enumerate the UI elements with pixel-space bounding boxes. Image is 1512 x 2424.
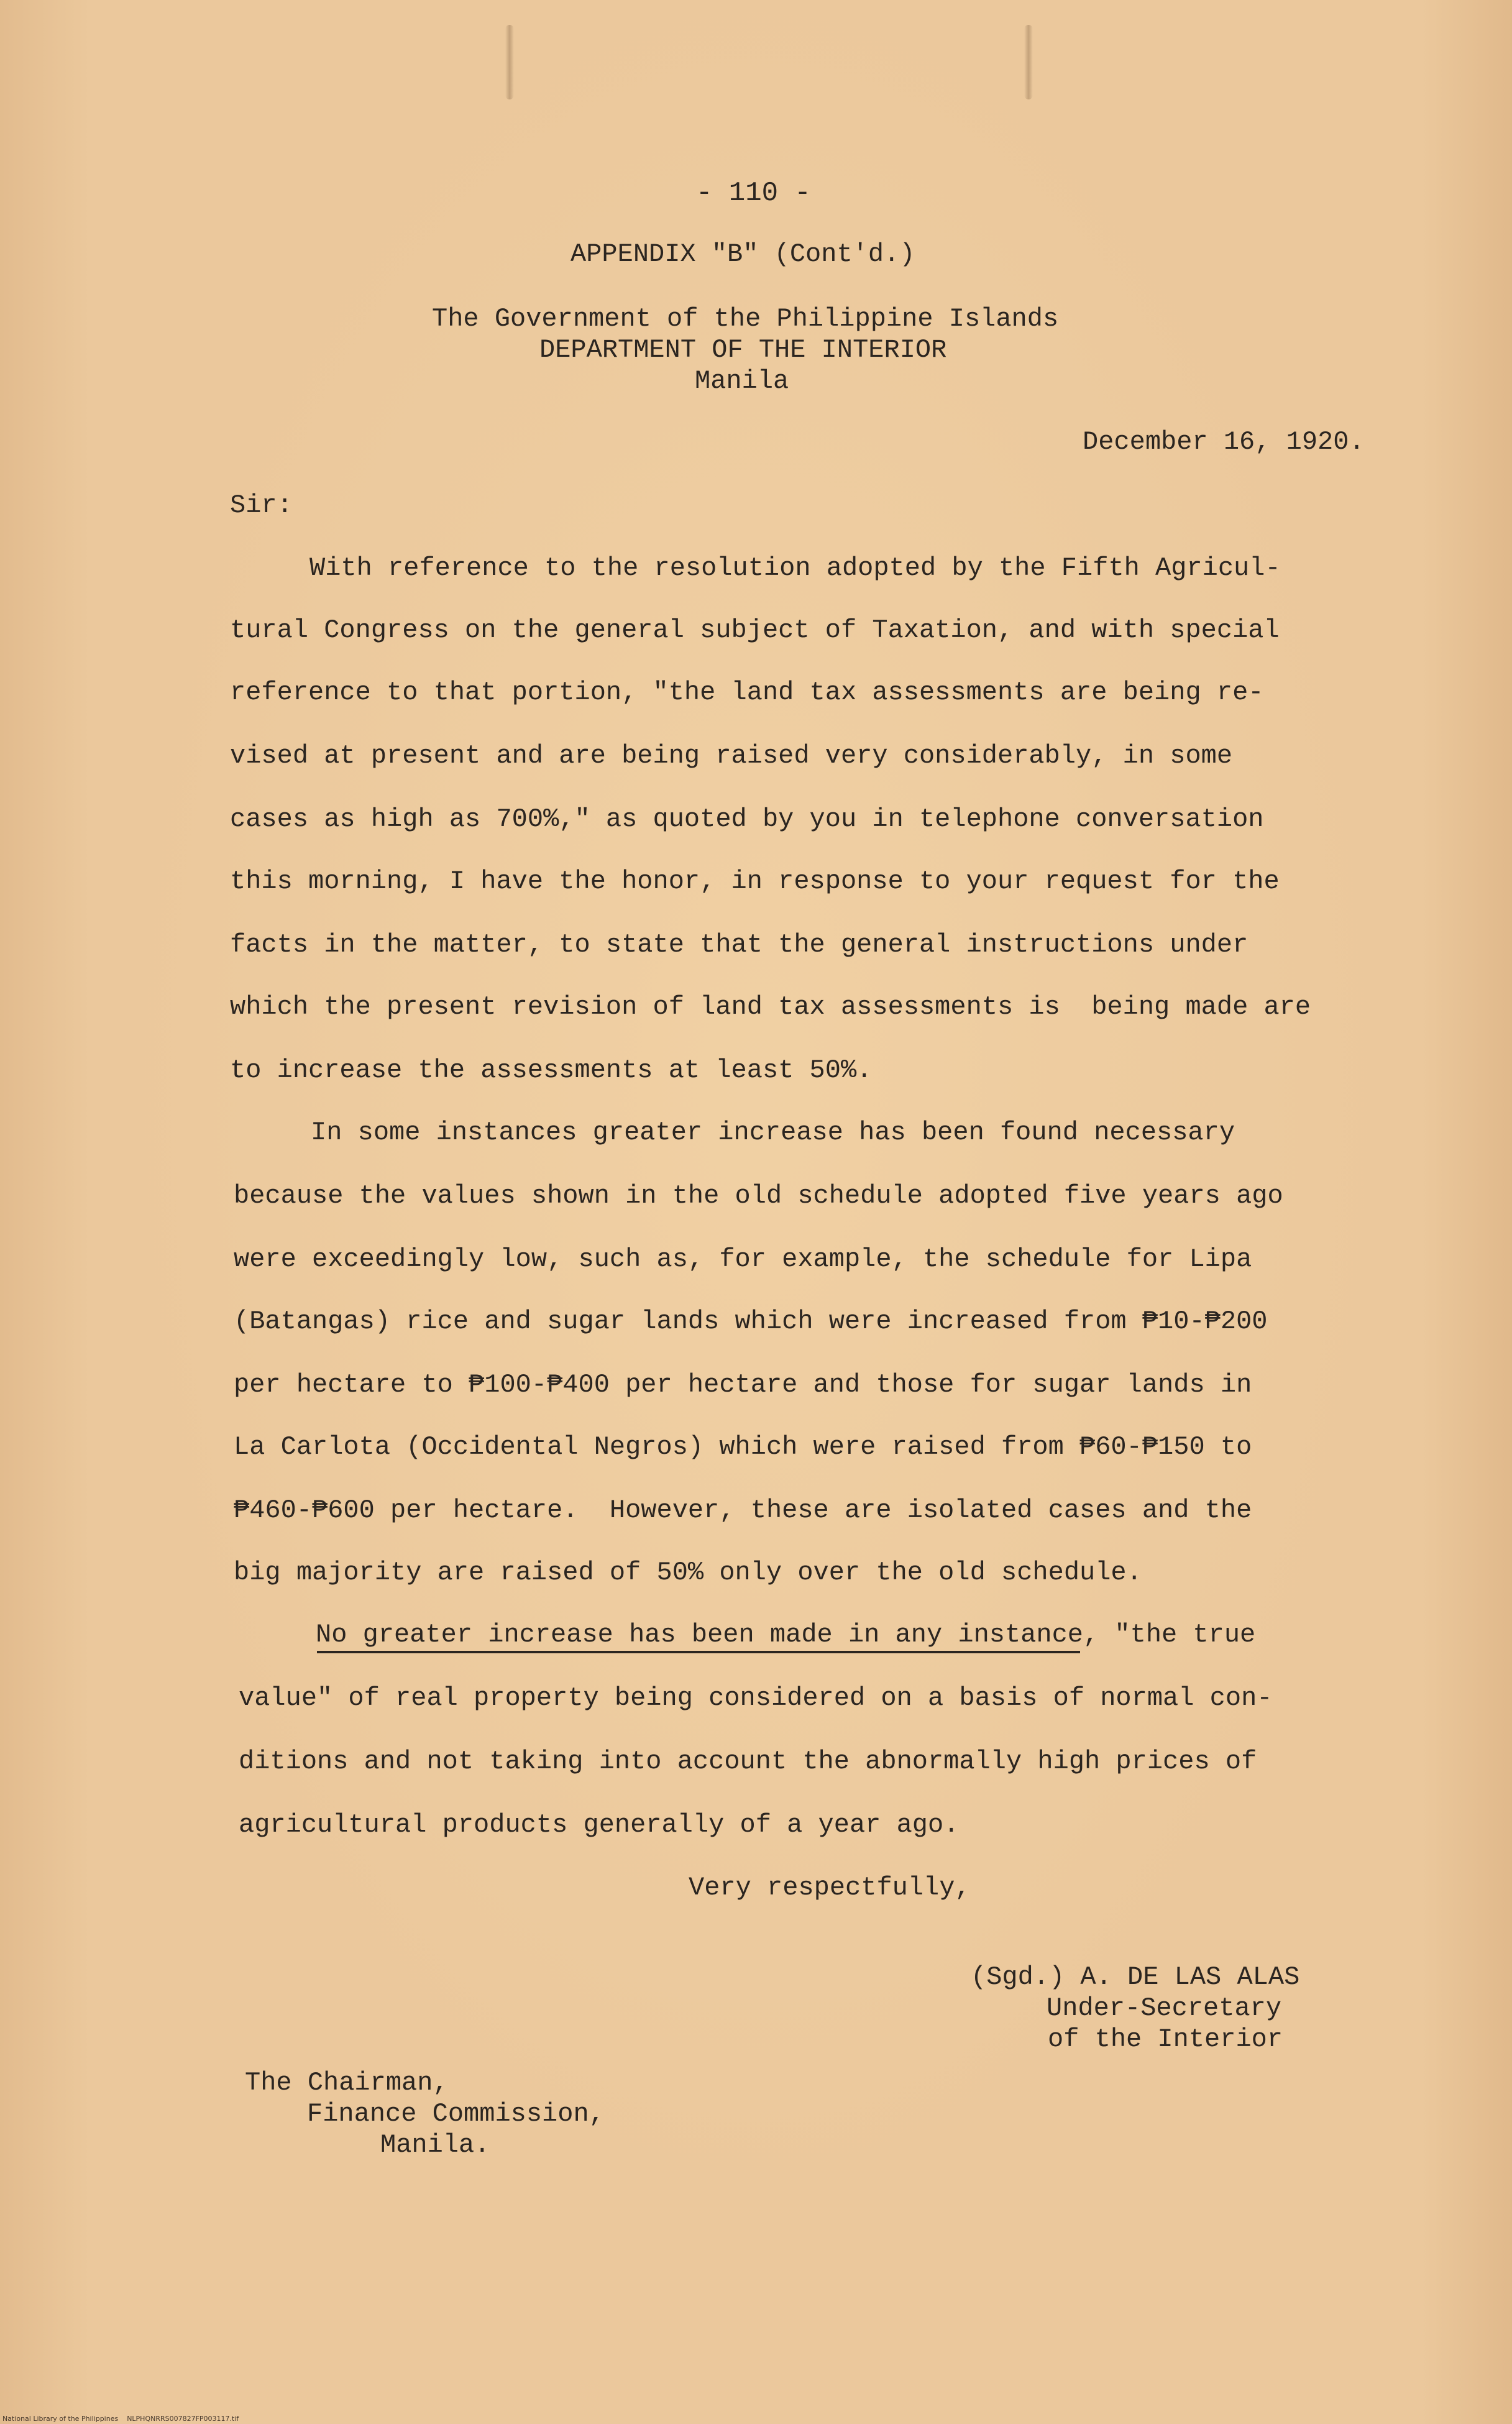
addressee-title: The Chairman, [245,2068,449,2098]
paragraph-line: agricultural products generally of a year ago. [239,1810,960,1840]
paragraph-line: La Carlota (Occidental Negros) which were raised from ₱60-₱150 to [234,1432,1252,1462]
addressee-city: Manila. [380,2130,490,2160]
paragraph-line: ditions and not taking into account the abnormally high prices of [239,1747,1257,1776]
page-number: - 110 - [696,178,811,209]
appendix-heading: APPENDIX "B" (Cont'd.) [570,239,915,269]
paragraph-line: ₱460-₱600 per hectare. However, these are isolated cases and the [234,1495,1252,1525]
letter-date: December 16, 1920. [1083,427,1365,457]
paragraph-line: tural Congress on the general subject of Taxation, and with special [230,615,1280,645]
emphasis-underline [317,1651,1080,1653]
paragraph-line: per hectare to ₱100-₱400 per hectare and those for sugar lands in [234,1370,1252,1400]
closing: Very respectfully, [689,1873,971,1903]
signature-title: Under-Secretary [1047,1993,1282,2023]
paragraph-line: which the present revision of land tax assessments is being made are [230,992,1311,1022]
paragraph-line: were exceedingly low, such as, for example, the schedule for Lipa [234,1244,1252,1274]
paragraph-line: cases as high as 700%," as quoted by you in telephone conversation [230,804,1264,834]
paragraph-line: reference to that portion, "the land tax assessments are being re- [230,677,1264,707]
paragraph-line: In some instances greater increase has been found necessary [311,1118,1235,1147]
punch-mark-right [1024,25,1033,99]
paragraph-line: vised at present and are being raised very considerably, in some [230,741,1233,771]
paragraph-line: to increase the assessments at least 50%. [230,1055,873,1085]
paragraph-line: big majority are raised of 50% only over the old schedule. [234,1558,1142,1587]
paragraph-line: With reference to the resolution adopted by the Fifth Agricul- [309,553,1281,583]
paragraph-line: value" of real property being considered on a basis of normal con- [239,1683,1273,1713]
paragraph-line: facts in the matter, to state that the general instructions under [230,930,1249,960]
addressee-organization: Finance Commission, [307,2099,605,2129]
paragraph-line: No greater increase has been made in any instance, "the true [316,1620,1256,1650]
letterhead-department: DEPARTMENT OF THE INTERIOR [539,335,947,365]
salutation: Sir: [230,490,293,520]
punch-mark-left [505,25,514,99]
letterhead-government: The Government of the Philippine Islands [432,304,1059,334]
signature-office: of the Interior [1048,2024,1283,2054]
archive-footer: National Library of the Philippines NLPHQNRRS007827FP003117.tif [2,2415,239,2423]
signature-name: (Sgd.) A. DE LAS ALAS [971,1962,1300,1992]
paragraph-line: because the values shown in the old schedule adopted five years ago [234,1181,1283,1211]
letterhead-city: Manila [695,366,789,396]
paragraph-line: this morning, I have the honor, in response to your request for the [230,866,1280,896]
paragraph-line: (Batangas) rice and sugar lands which were increased from ₱10-₱200 [234,1306,1268,1336]
